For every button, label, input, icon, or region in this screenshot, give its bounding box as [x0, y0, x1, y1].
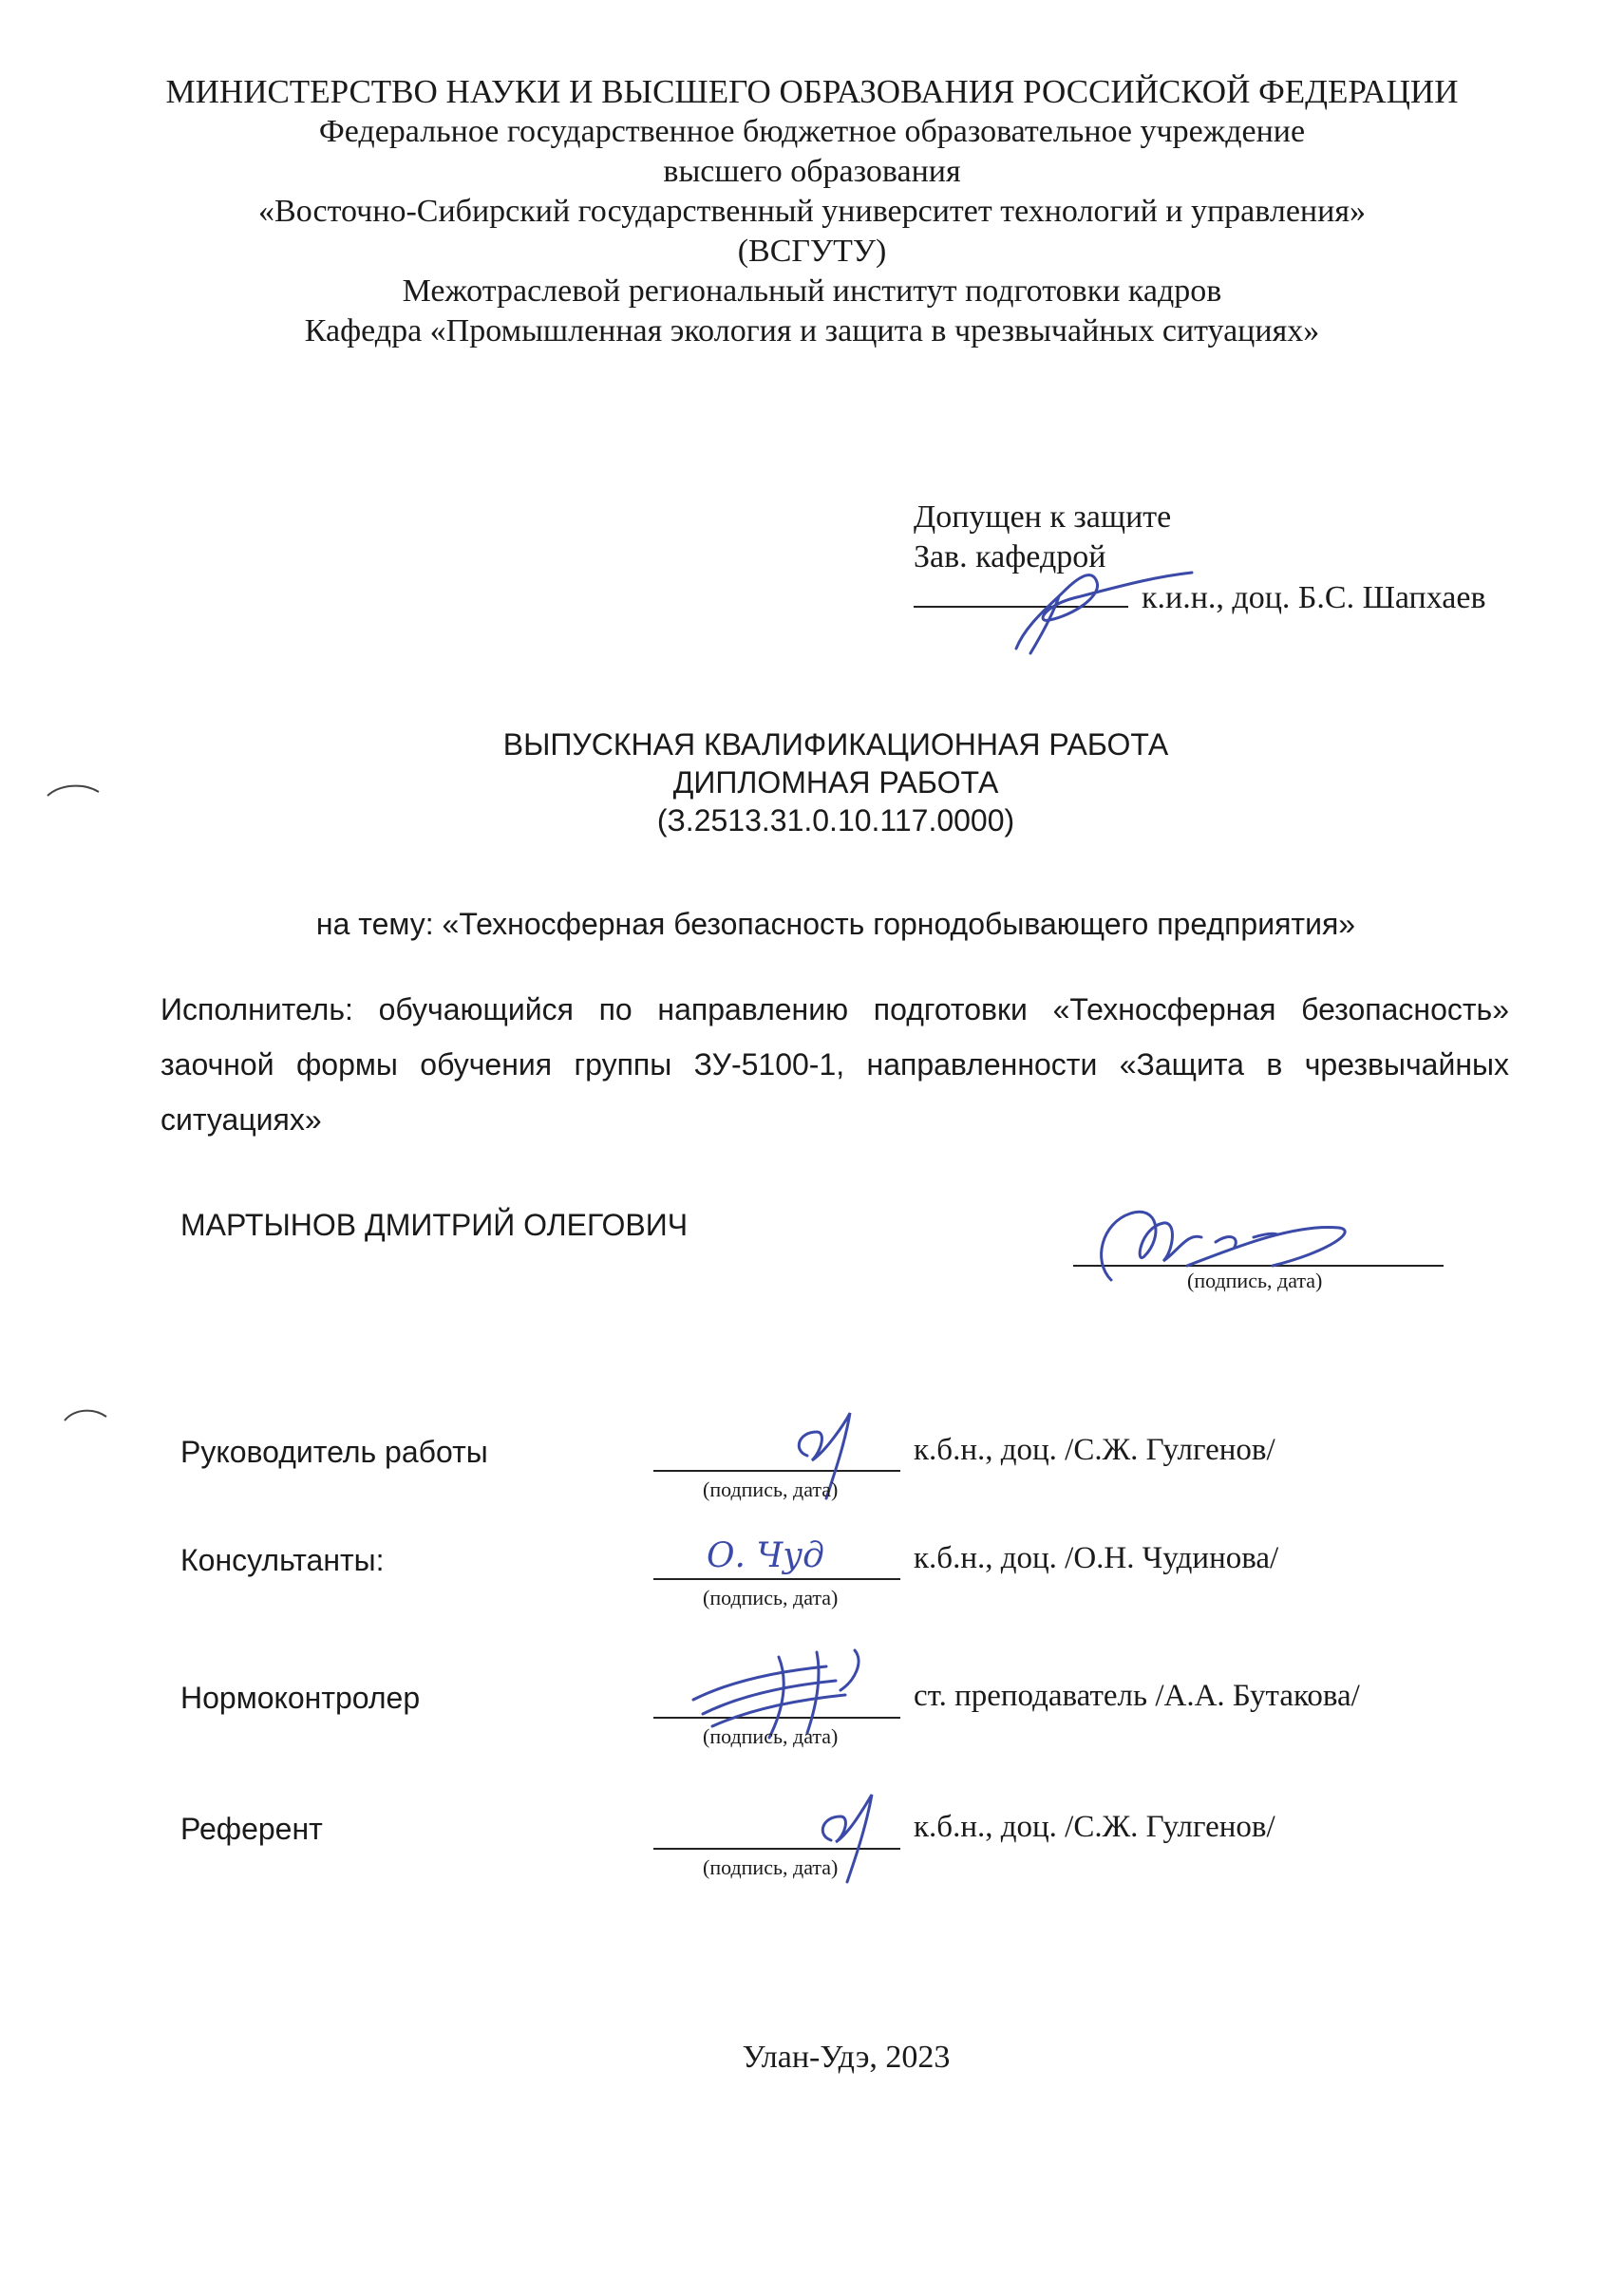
institution-header	[0, 72, 1624, 351]
role-consultants: Консультанты:	[180, 1543, 385, 1577]
institution-type-line-1: Федеральное государственное бюджетное образовательное учреждение	[318, 114, 1306, 149]
role-norm-controller: Нормоконтролер	[180, 1681, 421, 1715]
student-name: МАРТЫНОВ ДМИТРИЙ ОЛЕГОВИЧ	[180, 1208, 689, 1242]
consultant-info: к.б.н., доц. /О.Н. Чудинова/	[914, 1541, 1279, 1575]
work-code: (З.2513.31.0.10.117.0000)	[656, 803, 1015, 837]
norm-controller-info: ст. преподаватель /А.А. Бутакова/	[914, 1679, 1360, 1713]
student-signature-caption: (подпись, дата)	[1187, 1269, 1323, 1292]
supervisor-info: к.б.н., доц. /С.Ж. Гулгенов/	[914, 1433, 1275, 1467]
work-topic: на тему: «Техносферная безопасность горнодобывающего предприятия»	[315, 907, 1356, 941]
head-signature-icon	[959, 539, 1206, 663]
role-referee: Референт	[180, 1812, 323, 1846]
punch-hole-mark-icon	[63, 1405, 110, 1424]
work-title-line-2: ДИПЛОМНАЯ РАБОТА	[672, 765, 999, 800]
institution-type-line-2: высшего образования	[663, 154, 961, 189]
referee-signature-caption: (подпись, дата)	[703, 1855, 839, 1879]
university-name: «Восточно-Сибирский государственный университет технологий и управления»	[258, 194, 1366, 229]
work-title-line-1: ВЫПУСКНАЯ КВАЛИФИКАЦИОННАЯ РАБОТА	[502, 727, 1169, 762]
head-of-department-label: Зав. кафедрой	[914, 539, 1106, 574]
consultant-signature-icon	[703, 1527, 845, 1584]
consultant-signature-caption: (подпись, дата)	[703, 1586, 839, 1609]
work-title	[0, 725, 1624, 839]
student-signature-icon	[1073, 1185, 1358, 1318]
city-year: Улан-Удэ, 2023	[742, 2040, 951, 2075]
head-signer: к.и.н., доц. Б.С. Шапхаев	[1142, 580, 1486, 615]
university-abbreviation: (ВСГУТУ)	[737, 234, 887, 269]
institute-name: Межотраслевой региональный институт подготовки кадров	[402, 273, 1222, 309]
department-name: Кафедра «Промышленная экология и защита в чрезвычайных ситуациях»	[304, 313, 1320, 348]
ministry-name: МИНИСТЕРСТВО НАУКИ И ВЫСШЕГО ОБРАЗОВАНИЯ РОССИЙСКОЙ ФЕДЕРАЦИИ	[165, 73, 1459, 110]
norm-controller-signature-caption: (подпись, дата)	[703, 1724, 839, 1748]
admitted-label: Допущен к защите	[914, 499, 1172, 535]
svg-text:О. Чуд: О. Чуд	[707, 1536, 824, 1575]
supervisor-signature-caption: (подпись, дата)	[703, 1477, 839, 1501]
referee-info: к.б.н., доц. /С.Ж. Гулгенов/	[914, 1810, 1275, 1844]
punch-hole-mark-icon	[46, 781, 103, 800]
performer-description: Исполнитель: обучающийся по направлению подготовки «Техносферная безопасность» заочной формы обучения группы ЗУ-5100-1, направленности «Защита в чрезвычайных ситуациях»	[161, 992, 1509, 1137]
role-supervisor: Руководитель работы	[180, 1435, 488, 1469]
